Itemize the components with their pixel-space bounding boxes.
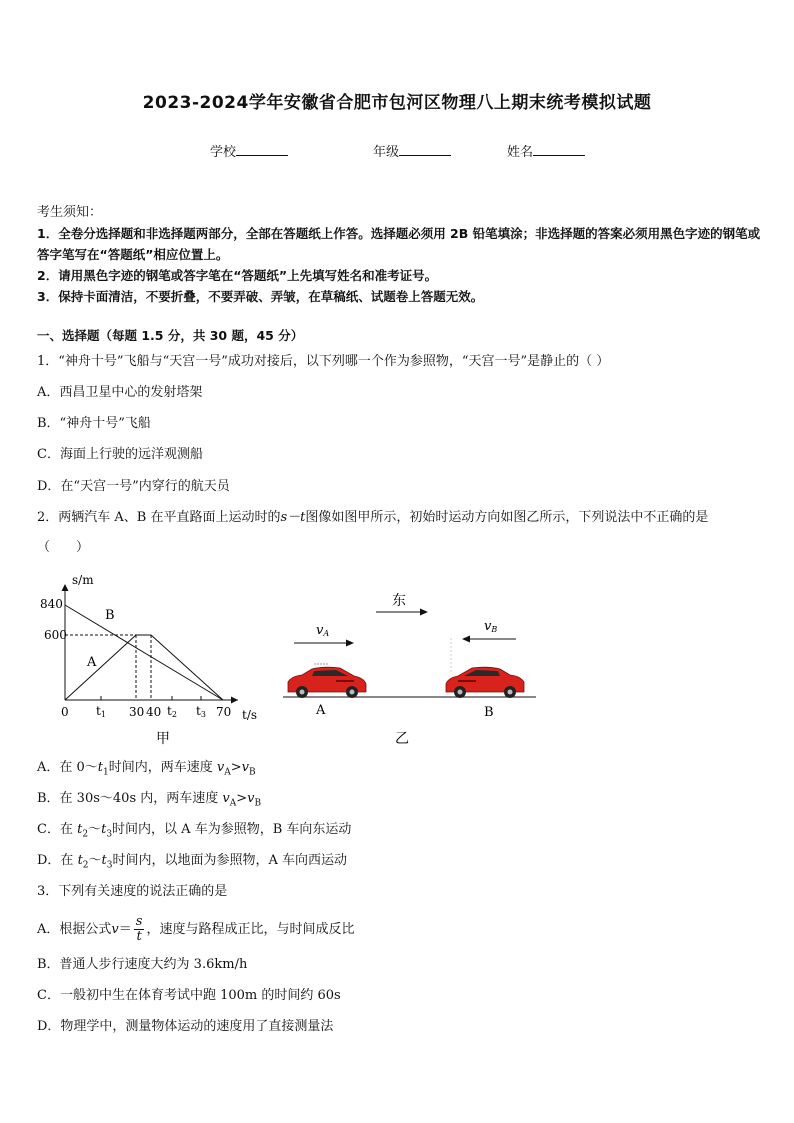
scene-caption: 乙 (395, 731, 409, 747)
q2-stem-paren: （ ） (37, 540, 90, 555)
graph-label-b: B (105, 608, 115, 623)
graph-origin: 0 (61, 705, 69, 719)
exam-title: 2023-2024学年安徽省合肥市包河区物理八上期末统考模拟试题 (142, 93, 652, 113)
q3-option-a[interactable]: A．根据公式v＝ $\frac{s}{t}$ ，速度与路程成正比，与时间成反比 (37, 914, 355, 944)
graph-jia (40, 573, 257, 747)
graph-ylabel: s/m (72, 573, 94, 587)
q1-option-b[interactable]: B．“神舟十号”飞船 (37, 416, 151, 431)
graph-xtick-30: 30 (129, 705, 145, 719)
notice-item-2: 2．请用黑色字迹的钢笔或答字笔在“答题纸”上先填写姓名和准考证号。 (37, 268, 438, 283)
notice-item-3: 3．保持卡面清洁，不要折叠，不要弄破、弄皱，在草稿纸、试题卷上答题无效。 (37, 289, 484, 304)
graph-ytick-600: 600 (44, 628, 67, 642)
east-arrow-head (420, 609, 428, 616)
graph-xtick-t3: t3 (196, 704, 206, 719)
q2-option-b[interactable]: B．在 30s～40s 内，两车速度 $v_A>v_B$ (37, 791, 262, 809)
car-b-icon (446, 638, 524, 698)
va-arrow-head (346, 640, 354, 647)
q1-option-d[interactable]: D．在“天宫一号”内穿行的航天员 (37, 479, 230, 494)
grade-blank[interactable] (399, 143, 451, 156)
graph-xtick-t1: t1 (96, 704, 106, 719)
graph-xtick-t2: t2 (167, 704, 177, 719)
speed-formula-fraction: $\frac{s}{t}$ (135, 914, 143, 944)
vb-arrow-head (462, 636, 470, 643)
graph-xtick-70: 70 (216, 705, 232, 719)
q2-option-c[interactable]: C．在 $t_2\sim t_3$时间内，以 A 车为参照物，B 车向东运动 (37, 822, 352, 840)
school-field[interactable] (210, 141, 288, 160)
name-blank[interactable] (533, 143, 585, 156)
q3-option-d[interactable]: D．物理学中，测量物体运动的速度用了直接测量法 (37, 1019, 334, 1034)
graph-xtick-40: 40 (146, 705, 162, 719)
school-label: 学校 (210, 145, 237, 160)
graph-line-b (65, 605, 223, 700)
q3-option-c[interactable]: C．一般初中生在体育考试中跑 100m 的时间约 60s (37, 988, 341, 1003)
q2-option-d[interactable]: D．在 $t_2\sim t_3$时间内，以地面为参照物，A 车向西运动 (37, 853, 348, 871)
graph-y-arrow (62, 584, 69, 591)
graph-line-a-fall (151, 635, 223, 700)
scene-va-label: vA (316, 623, 330, 638)
grade-field[interactable] (373, 141, 451, 160)
q3-stem: 3．下列有关速度的说法正确的是 (37, 884, 228, 899)
graph-caption: 甲 (156, 731, 170, 747)
scene-vb-label: vB (484, 619, 498, 634)
scene-car-a-label: A (316, 703, 326, 718)
graph-x-arrow (231, 697, 238, 704)
scene-direction-label: 东 (392, 593, 406, 609)
scene-car-b-label: B (484, 705, 494, 720)
graph-xlabel: t/s (242, 708, 258, 722)
q1-option-c[interactable]: C．海面上行驶的远洋观测船 (37, 447, 203, 462)
grade-label: 年级 (373, 145, 400, 160)
notice-item-1: 1．全卷分选择题和非选择题两部分，全部在答题纸上作答。选择题必须用 2B 铅笔填涂；非选择题的答案必须用黑色字迹的钢笔或答字笔写在“答题纸”相应位置上。 (37, 226, 761, 262)
graph-ytick-840: 840 (40, 597, 63, 611)
notice-heading: 考生须知： (37, 205, 103, 220)
name-label: 姓名 (507, 145, 534, 160)
q1-option-a[interactable]: A．西昌卫星中心的发射塔架 (37, 385, 203, 400)
q1-stem: 1．“神舟十号”飞船与“天宫一号”成功对接后，以下列哪一个作为参照物，“天宫一号”是静止的（ ） (37, 354, 610, 369)
q3-option-b[interactable]: B．普通人步行速度大约为 3.6km/h (37, 957, 248, 972)
school-blank[interactable] (236, 143, 288, 156)
graph-label-a: A (87, 655, 97, 670)
q2-stem: 2．两辆汽车 A、B 在平直路面上运动时的s－t图像如图甲所示，初始时运动方向如图乙所示，下列说法中不正确的是 (37, 510, 709, 525)
section-heading: 一、选择题（每题 1.5 分，共 30 题，45 分） (37, 328, 304, 343)
q2-figure (36, 568, 556, 753)
name-field[interactable] (507, 141, 585, 160)
student-info-row (0, 141, 794, 161)
car-a-icon (288, 664, 366, 698)
q2-option-a[interactable]: A．在 $0\sim t_1$时间内，两车速度 $v_A>v_B$ (37, 760, 256, 778)
graph-line-a-rise (65, 635, 136, 700)
notice-block (37, 202, 762, 307)
scene-yi (283, 593, 536, 747)
